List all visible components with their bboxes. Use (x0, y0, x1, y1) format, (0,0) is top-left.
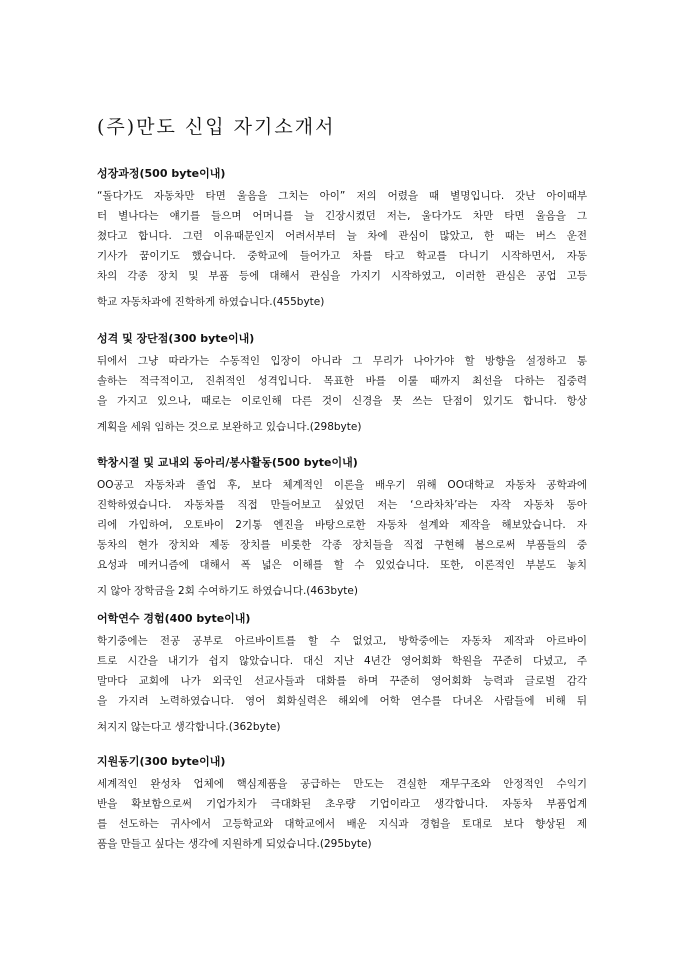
text-line: 세계적인 완성차 업체에 핵심제품을 공급하는 만도는 견실한 재무구조와 안정적인 수익기 (97, 778, 587, 790)
text-line: 을 가지고 있으나, 때로는 이로인해 다른 것이 신경을 못 쓰는 단점이 있기도 합니다. 항상 (97, 395, 587, 407)
text-line: “돌다가도 자동차만 타면 울음을 그치는 아이” 저의 어렸을 때 별명입니다. 갓난 아이때부 (97, 190, 587, 202)
text-line: 기사가 꿈이기도 했습니다. 중학교에 들어가고 차를 타고 학교를 다니기 시작하면서, 자동 (97, 250, 587, 262)
section-school-activities (97, 454, 587, 601)
section-heading: 지원동기(300 byte이내) (97, 755, 226, 768)
text-line: 학교 자동차과에 진학하게 하였습니다.(455byte) (97, 296, 325, 308)
text-line: 뒤에서 그냥 따라가는 수동적인 입장이 아니라 그 무리가 나아가야 할 방향을 설정하고 통 (97, 355, 587, 367)
text-line: 학기중에는 전공 공부로 아르바이트를 할 수 없었고, 방학중에는 자동차 제작과 아르바이 (97, 635, 587, 647)
text-line: OO공고 자동차과 졸업 후, 보다 체계적인 이론을 배우기 위해 OO대학교 자동차 공학과에 (97, 479, 587, 491)
text-line: 쳐지지 않는다고 생각합니다.(362byte) (97, 721, 281, 733)
text-line: 요성과 메커니즘에 대해서 폭 넓은 이해를 할 수 있었습니다. 또한, 이론적인 부분도 놓치 (97, 559, 587, 571)
text-line: 진학하였습니다. 자동차를 직접 만들어보고 싶었던 저는 ‘으라차차’라는 자작 자동차 동아 (97, 499, 587, 511)
text-line: 솔하는 적극적이고, 진취적인 성격입니다. 목표한 바를 이룰 때까지 최선을 다하는 집중력 (97, 375, 587, 387)
section-language-study (97, 610, 587, 737)
section-heading: 어학연수 경험(400 byte이내) (97, 612, 251, 625)
text-line: 리에 가입하여, 오토바이 2기통 엔진을 바탕으로한 자동차 설계와 제작을 해보았습니다. 자 (97, 519, 587, 531)
section-personality (97, 330, 587, 437)
text-line: 지 않아 장학금을 2회 수여하기도 하였습니다.(463byte) (97, 585, 358, 597)
section-heading: 학창시절 및 교내외 동아리/봉사활동(500 byte이내) (97, 456, 358, 469)
text-line: 을 가지려 노력하였습니다. 영어 회화실력은 해외에 어학 연수를 다녀온 사람들에 비해 뒤 (97, 695, 587, 707)
section-motivation (97, 753, 587, 854)
text-line: 를 선도하는 귀사에서 고등학교와 대학교에서 배운 지식과 경험을 토대로 보다 향상된 제 (97, 818, 587, 830)
text-line: 말마다 교회에 나가 외국인 선교사들과 대화를 하며 꾸준히 영어회화 능력과 글로벌 감각 (97, 675, 587, 687)
section-heading: 성장과정(500 byte이내) (97, 167, 226, 180)
text-line: 계획을 세워 임하는 것으로 보완하고 있습니다.(298byte) (97, 421, 362, 433)
document-title: (주)만도 신입 자기소개서 (97, 116, 336, 138)
section-heading: 성격 및 장단점(300 byte이내) (97, 332, 255, 345)
section-growth (97, 165, 587, 312)
text-line: 차의 각종 장치 및 부품 등에 대해서 관심을 가지기 시작하였고, 이러한 관심은 공업 고등 (97, 270, 587, 282)
text-line: 쳤다고 합니다. 그런 이유때문인지 어려서부터 늘 차에 관심이 많았고, 한 때는 버스 운전 (97, 230, 587, 242)
text-line: 터 별나다는 얘기를 들으며 어머니를 늘 긴장시켰던 저는, 울다가도 차만 타면 울음을 그 (97, 210, 587, 222)
text-line: 동차의 현가 장치와 제동 장치를 비롯한 각종 장치들을 직접 구현해 봄으로써 부품들의 중 (97, 539, 587, 551)
text-line: 반을 확보함으로써 기업가치가 극대화된 초우량 기업이라고 생각합니다. 자동차 부품업계 (97, 798, 587, 810)
text-line: 트로 시간을 내기가 쉽지 않았습니다. 대신 지난 4년간 영어회화 학원을 꾸준히 다녔고, 주 (97, 655, 587, 667)
text-line: 품을 만들고 싶다는 생각에 지원하게 되었습니다.(295byte) (97, 838, 372, 850)
